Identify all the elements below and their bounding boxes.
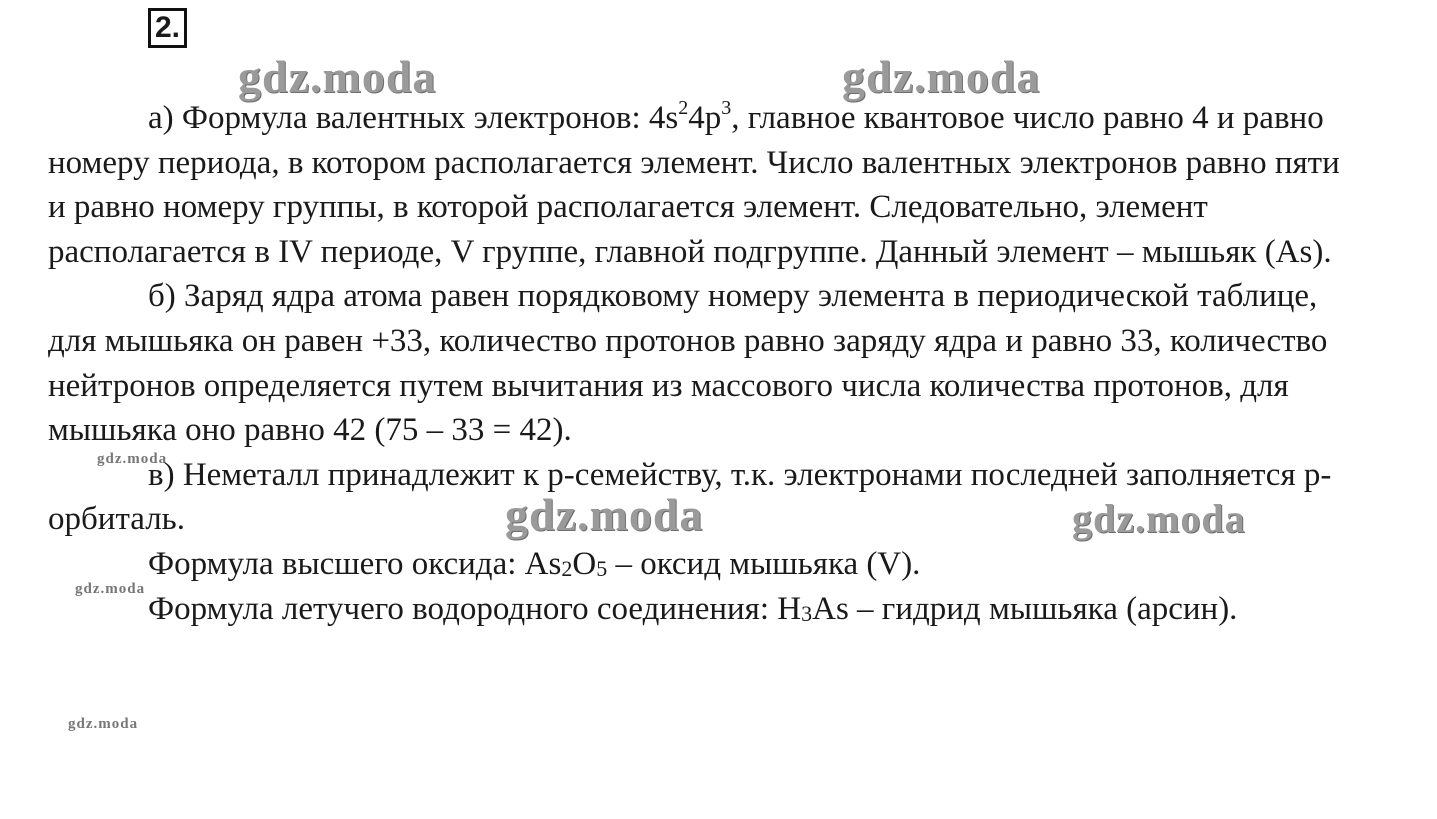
watermark: gdz.moda [97,451,168,467]
task-number: 2. [148,8,187,48]
watermark: gdz.moda [68,716,139,732]
watermark: gdz.moda [842,51,1041,102]
paragraph-a [48,96,1348,274]
watermark: gdz.moda [75,581,146,597]
text: As – гидрид мышьяка (арсин). [812,590,1238,627]
paragraph-b: б) Заряд ядра атома равен порядковому номеру элемента в периодической таблице, для мышьяка он равен +33, количество протонов равно заряду ядра и равно 33, количество нейтронов определяется путем вычитания из массового числа количества протонов, для мышьяка оно равно 42 (75 – 33 = 42). [48,278,1328,449]
text: O [572,545,597,582]
subscript: 5 [596,555,608,581]
watermark: gdz.moda [1072,496,1246,541]
watermark: gdz.moda [505,489,704,540]
hydride-formula [48,587,1348,632]
oxide-formula [48,542,1348,587]
text: Формула летучего водородного соединения: H [148,590,802,627]
watermark: gdz.moda [238,51,437,102]
text: а) Формула валентных электронов: 4s [148,100,679,136]
text: – оксид мышьяка (V). [607,545,921,582]
superscript: 2 [678,97,689,119]
solution-text [48,96,1348,631]
superscript: 3 [721,97,732,119]
text: Формула высшего оксида: As [148,545,562,582]
text: , главное квантовое число равно 4 и равно номеру периода, в котором располагается элемент. Число валентных электронов равно пяти и равно номеру группы, в которой располагается элемент. Следовательно, элемент располагается в IV периоде, V группе, главной подгруппе. Данный элемент – мышьяк (As). [48,100,1340,270]
subscript: 3 [801,600,813,626]
subscript: 2 [561,555,573,581]
text: 4p [688,100,722,136]
paragraph-c: в) Неметалл принадлежит к p-семейству, т.к. электронами последней заполняется p-орбиталь. [48,456,1332,538]
